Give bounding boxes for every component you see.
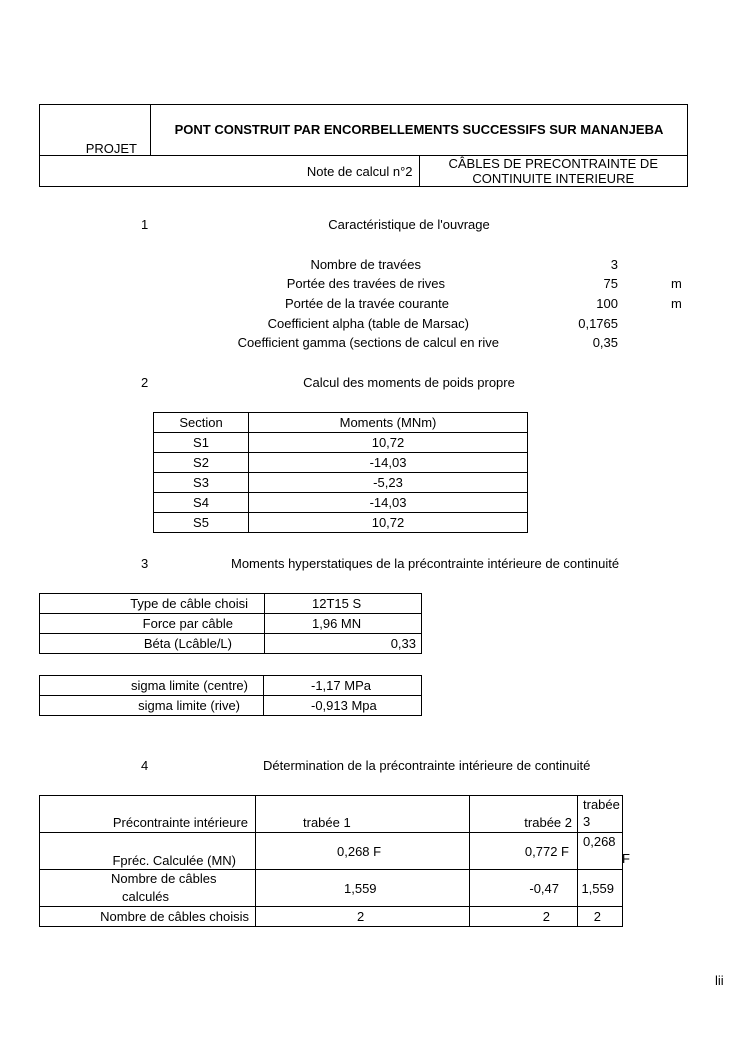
fprec-label: Fpréc. Calculée (MN) (40, 833, 256, 870)
nb-calc-3: 1,559 (578, 870, 623, 907)
moment-cell: -14,03 (249, 493, 528, 513)
s1-row-value: 3 (610, 257, 618, 272)
s1-row-unit: m (671, 276, 682, 291)
fprec-1: 0,268 F (256, 833, 470, 870)
s1-row-value: 0,35 (592, 335, 618, 350)
s1-row-label: Nombre de travées (310, 257, 421, 272)
moments-header-section: Section (154, 413, 249, 433)
col3-header-top: trabée (583, 797, 620, 812)
nb-choisis-2: 2 (470, 907, 578, 927)
section2-title: Calcul des moments de poids propre (303, 375, 515, 390)
force-value: 1,96 MN (265, 614, 422, 634)
col2-header: trabée 2 (470, 796, 578, 833)
sigma-centre-label: sigma limite (centre) (40, 676, 264, 696)
beta-label: Béta (Lcâble/L) (40, 634, 265, 654)
fprec-3 (578, 833, 630, 870)
moments-header-value: Moments (MNm) (249, 413, 528, 433)
s1-row-unit: m (671, 296, 682, 311)
col3-header-num: 3 (583, 814, 591, 829)
sigma-rive-label: sigma limite (rive) (40, 696, 264, 716)
s1-row-label: Coefficient gamma (sections de calcul en rive (237, 335, 499, 350)
moment-cell: 10,72 (249, 513, 528, 533)
section-cell: S3 (154, 473, 249, 493)
s1-row-value: 75 (603, 276, 618, 291)
precontrainte-table (39, 795, 630, 927)
projet-label: PROJET (85, 141, 137, 156)
nb-calc-label (40, 870, 256, 907)
header-label: Précontrainte intérieure (40, 796, 256, 833)
col1-header: trabée 1 (256, 796, 470, 833)
col3-header (578, 796, 623, 833)
section-cell: S5 (154, 513, 249, 533)
cable-type-value: 12T15 S (265, 594, 422, 614)
cable-type-label: Type de câble choisi (40, 594, 265, 614)
s1-row-value: 100 (596, 296, 618, 311)
projet-cell (40, 105, 151, 156)
sigma-centre-value: -1,17 MPa (264, 676, 422, 696)
moments-table (153, 412, 528, 533)
moment-cell: -5,23 (249, 473, 528, 493)
section4-number: 4 (141, 758, 149, 773)
nb-calc-1: 1,559 (256, 870, 470, 907)
fprec-2: 0,772 F (470, 833, 578, 870)
note-label: Note de calcul n°2 (40, 156, 420, 187)
fprec-3-f: F (622, 851, 630, 866)
force-label: Force par câble (40, 614, 265, 634)
s1-row-value: 0,1765 (578, 316, 618, 331)
section-cell: S4 (154, 493, 249, 513)
section2-number: 2 (141, 375, 149, 390)
note-title: CÂBLES DE PRECONTRAINTE DE CONTINUITE INTERIEURE (419, 156, 688, 187)
moment-cell: -14,03 (249, 453, 528, 473)
section1-title: Caractéristique de l'ouvrage (328, 217, 490, 232)
s1-row-label: Coefficient alpha (table de Marsac) (267, 316, 469, 331)
nb-calc-2: -0,47 (470, 870, 578, 907)
nb-choisis-label: Nombre de câbles choisis (40, 907, 256, 927)
fprec-3-top: 0,268 (583, 834, 616, 849)
sigma-rive-value: -0,913 Mpa (264, 696, 422, 716)
page-number: lii (715, 973, 724, 988)
nb-calc-label-2: calculés (122, 889, 169, 904)
nb-choisis-3: 2 (578, 907, 623, 927)
section-cell: S2 (154, 453, 249, 473)
section3-number: 3 (141, 556, 149, 571)
sigma-table (39, 675, 422, 716)
moment-cell: 10,72 (249, 433, 528, 453)
section-cell: S1 (154, 433, 249, 453)
section3-title: Moments hyperstatiques de la précontrainte intérieure de continuité (231, 556, 620, 571)
section1-number: 1 (141, 217, 149, 232)
beta-value: 0,33 (265, 634, 422, 654)
nb-calc-label-1: Nombre de câbles (111, 871, 217, 886)
section4-title: Détermination de la précontrainte intérieure de continuité (263, 758, 591, 773)
cable-table (39, 593, 422, 654)
header-table (39, 104, 688, 187)
s1-row-label: Portée des travées de rives (286, 276, 445, 291)
nb-choisis-1: 2 (256, 907, 470, 927)
s1-row-label: Portée de la travée courante (284, 296, 449, 311)
project-title: PONT CONSTRUIT PAR ENCORBELLEMENTS SUCCESSIFS SUR MANANJEBA (151, 105, 688, 156)
